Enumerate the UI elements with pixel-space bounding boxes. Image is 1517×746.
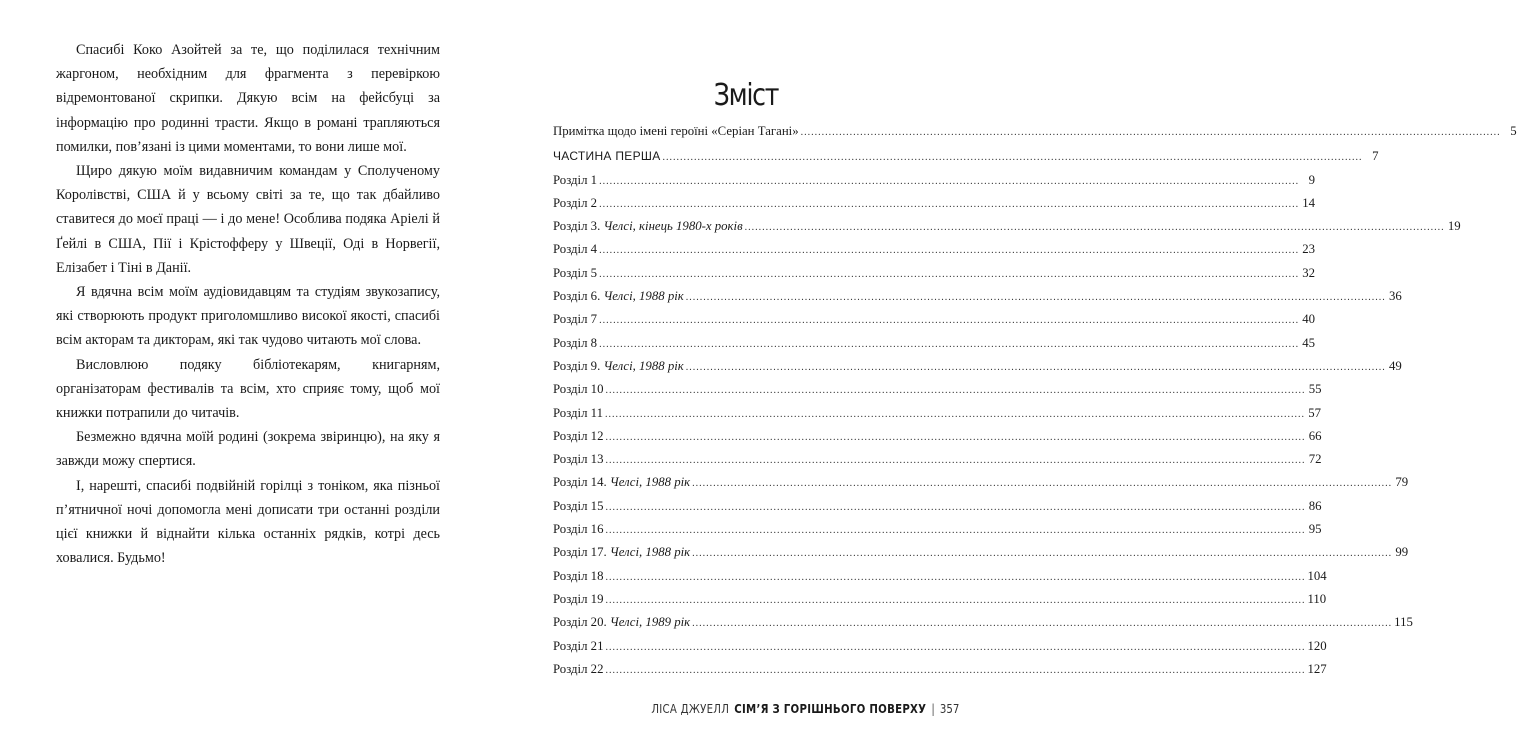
toc-entry-label <box>553 264 597 282</box>
toc-entry <box>553 264 1316 287</box>
toc-entry-page: 36 <box>1388 289 1402 304</box>
toc-entry-page: 95 <box>1308 522 1322 537</box>
toc-entry-subtitle: Челсі, 1989 рік <box>609 615 691 630</box>
toc-entry-label <box>553 357 684 375</box>
toc-entry-page: 127 <box>1307 661 1327 676</box>
toc-entry-title: Розділ 10 <box>553 382 604 397</box>
toc-entry-label <box>553 660 603 678</box>
toc-entry-subtitle: Челсі, 1988 рік <box>609 545 691 560</box>
toc-entry <box>553 613 1413 636</box>
toc-entry <box>553 543 1409 566</box>
toc-entry <box>553 637 1327 660</box>
paragraph: І, нарешті, спасибі подвійній горілці з тоніком, яка пізньої п’ятничної ночі допомогла мені дописати три останні розділи цієї книжки й віднайти кілька останніх рядків, котрі десь ховалися. Будьмо! <box>56 477 440 567</box>
toc-leader-dots: ........................................................................................................................................................................................................ <box>605 641 1306 653</box>
toc-entry-title: Розділ 12 <box>553 428 604 443</box>
toc-entry-page: 66 <box>1308 428 1322 443</box>
paragraph: Спасибі Коко Азойтей за те, що поділилася технічним жаргоном, необхідним для фрагмента з перевіркою відремонтованої скрипки. Дякую всім на фейсбуці за інформацію про родинні трасти. Якщо в романі трапляються помилки, пов’язані із цими моментами, то вони лише мої. <box>56 42 440 155</box>
paragraph: Щиро дякую моїм видавничим командам у Сполученому Королівстві, США й у всьому світі за те, що так дбайливо ставитеся до моєї праці — і до мене! Особлива подяка Аріелі й Ґейлі в США, Пії і Крістофферу у Швеції, Оді в Норвегії, Елізабет і Тіні в Данії. <box>56 163 440 276</box>
toc-entry-title: Розділ 14. <box>553 475 607 490</box>
toc-entry-title: Розділ 1 <box>553 172 598 187</box>
toc-entry-title: Розділ 9. <box>553 358 601 373</box>
toc-entry <box>553 122 1517 145</box>
left-page <box>0 0 497 746</box>
toc-entry-title: Розділ 20. <box>553 615 607 630</box>
toc-entry <box>553 450 1322 473</box>
toc-entry-page: 120 <box>1307 638 1327 653</box>
footer-book-title: СІМ’Я З ГОРІШНЬОГО ПОВЕРХУ <box>733 702 926 716</box>
toc-entry-title: Розділ 13 <box>553 452 604 467</box>
toc-entry-label <box>553 217 743 235</box>
toc-entry-subtitle: Челсі, 1988 рік <box>609 475 691 490</box>
toc-entry <box>553 473 1409 496</box>
toc-entry <box>553 404 1321 427</box>
toc-entry <box>553 520 1322 543</box>
footer-separator: | <box>930 702 935 716</box>
toc-entry-label <box>553 543 690 561</box>
toc-entry-title: Розділ 2 <box>553 195 598 210</box>
toc-leader-dots: ........................................................................................................................................................................................................ <box>605 664 1306 676</box>
toc-entry-title: Розділ 22 <box>553 661 604 676</box>
toc-entry-label <box>553 473 690 491</box>
toc-leader-dots: ........................................................................................................................................................................................................ <box>605 431 1306 443</box>
toc-entry-page: 23 <box>1302 242 1316 257</box>
toc-entry-subtitle: Челсі, кінець 1980-х років <box>603 219 743 234</box>
toc-entry-subtitle: Челсі, 1988 рік <box>603 358 684 373</box>
table-of-contents <box>553 122 1517 683</box>
toc-leader-dots: ........................................................................................................................................................................................................ <box>605 408 1305 420</box>
toc-entry-title: Розділ 11 <box>553 405 603 420</box>
toc-entry-page: 14 <box>1302 195 1316 210</box>
toc-entry-page: 115 <box>1394 615 1413 630</box>
toc-entry <box>553 240 1316 263</box>
paragraph: Безмежно вдячна моїй родині (зокрема звіринцю), на яку я завжди можу спертися. <box>56 429 440 470</box>
toc-entry-label <box>553 637 603 655</box>
toc-leader-dots: ........................................................................................................................................................................................................ <box>599 268 1300 280</box>
toc-entry-label <box>553 613 690 631</box>
toc-entry <box>553 147 1379 170</box>
toc-entry-label <box>553 287 684 305</box>
toc-entry-page: 57 <box>1308 405 1321 420</box>
toc-leader-dots: ........................................................................................................................................................................................................ <box>692 618 1393 630</box>
toc-entry-page: 55 <box>1308 382 1322 397</box>
toc-entry-title: Примітка щодо імені героїні «Серіан Тагані» <box>553 124 799 138</box>
toc-entry <box>553 497 1322 520</box>
toc-entry-label <box>553 497 603 515</box>
right-page <box>497 0 1517 746</box>
toc-leader-dots: ........................................................................................................................................................................................................ <box>605 455 1306 467</box>
toc-entry <box>553 660 1327 683</box>
toc-leader-dots: ........................................................................................................................................................................................................ <box>744 222 1445 234</box>
toc-title: Зміст <box>713 78 779 114</box>
toc-entry-title: Розділ 4 <box>553 242 598 257</box>
toc-entry <box>553 310 1316 333</box>
paragraph: Я вдячна всім моїм аудіовидавцям та студіям звукозапису, які створюють продукт приголомшливо високої якості, спасибі всім акторам та дикторам, які так чудово читають мої слова. <box>56 284 440 349</box>
toc-entry-title: Розділ 17. <box>553 545 607 560</box>
toc-entry-label <box>553 240 597 258</box>
toc-leader-dots: ........................................................................................................................................................................................................ <box>605 385 1306 397</box>
toc-entry-label <box>553 427 603 445</box>
toc-leader-dots: ........................................................................................................................................................................................................ <box>599 198 1300 210</box>
toc-entry-page: 49 <box>1388 358 1402 373</box>
toc-leader-dots: ........................................................................................................................................................................................................ <box>685 361 1386 373</box>
toc-entry-label <box>553 590 603 608</box>
toc-entry-label <box>553 122 799 140</box>
toc-entry <box>553 171 1316 194</box>
toc-entry-title: Розділ 21 <box>553 638 604 653</box>
toc-entry-label <box>553 171 597 189</box>
toc-leader-dots: ........................................................................................................................................................................................................ <box>685 292 1386 304</box>
toc-entry-title: Розділ 8 <box>553 335 598 350</box>
toc-leader-dots: ........................................................................................................................................................................................................ <box>692 548 1393 560</box>
toc-leader-dots: ........................................................................................................................................................................................................ <box>605 525 1306 537</box>
toc-entry-title: Розділ 3. <box>553 219 601 234</box>
toc-leader-dots: ........................................................................................................................................................................................................ <box>692 478 1393 490</box>
toc-leader-dots: ........................................................................................................................................................................................................ <box>800 127 1501 138</box>
toc-entry-label <box>553 194 597 212</box>
toc-entry-page: 9 <box>1308 172 1316 187</box>
toc-entry-label <box>553 520 603 538</box>
toc-entry-page: 32 <box>1302 265 1316 280</box>
toc-entry-label <box>553 380 603 398</box>
toc-entry-title: ЧАСТИНА ПЕРША <box>553 149 661 164</box>
toc-entry-title: Розділ 5 <box>553 265 598 280</box>
toc-entry-page: 45 <box>1302 335 1316 350</box>
toc-entry-title: Розділ 19 <box>553 591 604 606</box>
toc-leader-dots: ........................................................................................................................................................................................................ <box>605 501 1306 513</box>
toc-entry-page: 110 <box>1307 591 1327 606</box>
toc-leader-dots: ........................................................................................................................................................................................................ <box>605 571 1306 583</box>
toc-entry-title: Розділ 6. <box>553 289 601 304</box>
toc-entry-page: 40 <box>1302 312 1316 327</box>
page-number: 357 <box>939 702 959 716</box>
toc-leader-dots: ........................................................................................................................................................................................................ <box>605 594 1306 606</box>
toc-entry <box>553 194 1316 217</box>
toc-entry-label <box>553 404 603 422</box>
toc-entry-label <box>553 567 603 585</box>
toc-leader-dots: ........................................................................................................................................................................................................ <box>599 315 1300 327</box>
toc-leader-dots: ........................................................................................................................................................................................................ <box>599 175 1300 187</box>
toc-entry-subtitle: Челсі, 1988 рік <box>603 289 684 304</box>
toc-entry-title: Розділ 15 <box>553 498 604 513</box>
toc-entry-label <box>553 147 661 165</box>
footer-author: ЛІСА ДЖУЕЛЛ <box>650 702 729 716</box>
toc-entry <box>553 380 1322 403</box>
toc-entry-page: 7 <box>1372 149 1379 164</box>
toc-entry <box>553 427 1322 450</box>
toc-entry-page: 5 <box>1510 124 1517 138</box>
toc-entry-page: 19 <box>1447 219 1461 234</box>
toc-entry <box>553 590 1327 613</box>
toc-entry <box>553 287 1402 310</box>
running-footer <box>651 702 959 716</box>
toc-entry <box>553 217 1461 240</box>
toc-leader-dots: ........................................................................................................................................................................................................ <box>662 152 1363 164</box>
toc-entry <box>553 334 1316 357</box>
toc-entry-title: Розділ 16 <box>553 522 604 537</box>
toc-entry-label <box>553 450 603 468</box>
toc-entry-page: 79 <box>1395 475 1409 490</box>
toc-leader-dots: ........................................................................................................................................................................................................ <box>599 338 1300 350</box>
toc-entry-page: 86 <box>1308 498 1322 513</box>
toc-entry-title: Розділ 18 <box>553 568 604 583</box>
toc-entry-page: 72 <box>1308 452 1322 467</box>
acknowledgements-text <box>56 38 440 570</box>
toc-entry <box>553 567 1327 590</box>
paragraph: Висловлюю подяку бібліотекарям, книгарням, організаторам фестивалів та всім, хто сприяє тому, щоб мої книжки потрапили до читачів. <box>56 356 440 422</box>
toc-entry-title: Розділ 7 <box>553 312 598 327</box>
toc-entry-page: 99 <box>1395 545 1409 560</box>
toc-entry-label <box>553 310 597 328</box>
toc-leader-dots: ........................................................................................................................................................................................................ <box>599 245 1300 257</box>
toc-entry <box>553 357 1402 380</box>
toc-entry-page: 104 <box>1307 568 1327 583</box>
toc-entry-label <box>553 334 597 352</box>
